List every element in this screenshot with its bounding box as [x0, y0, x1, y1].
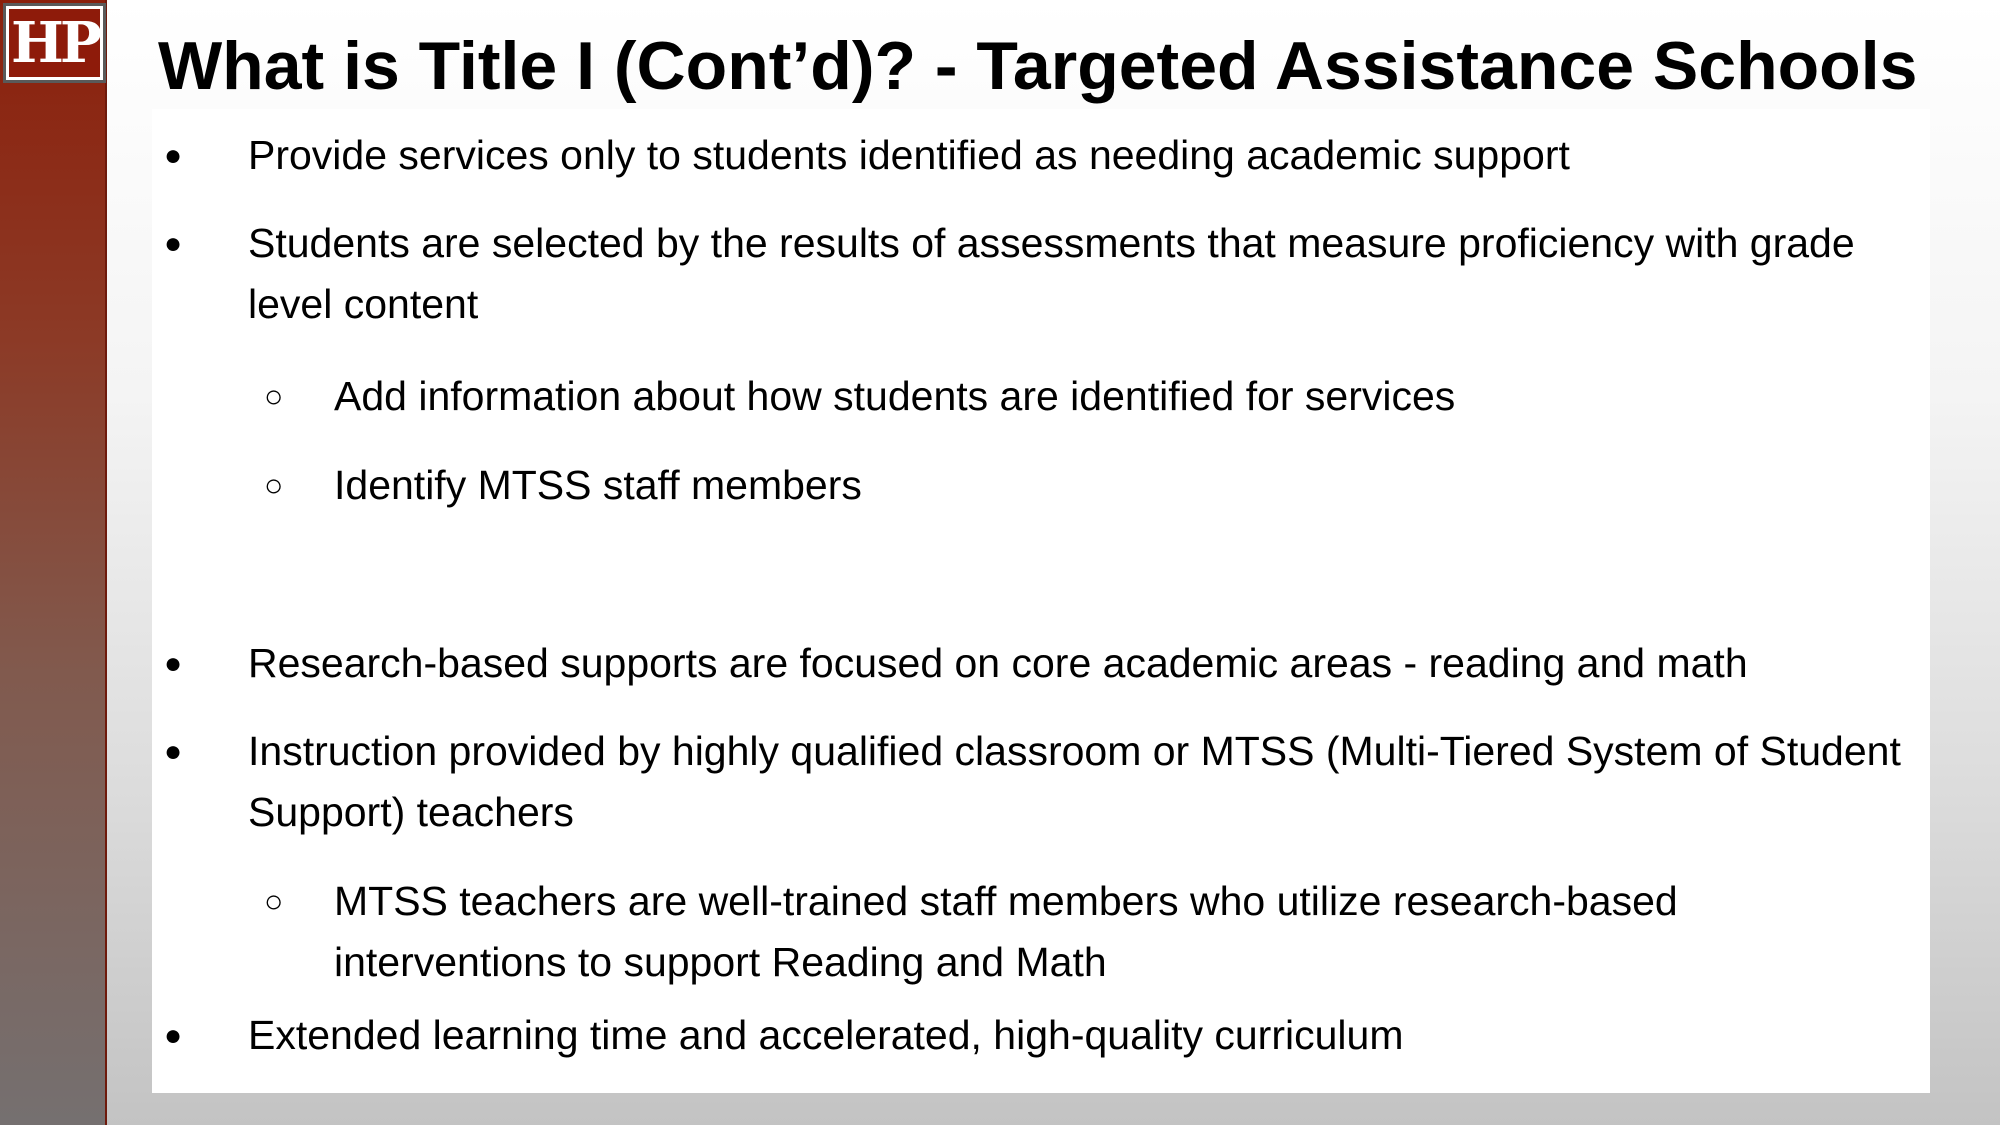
bullet-text: Extended learning time and accelerated, high-quality curriculum: [248, 1012, 1404, 1058]
bullet-text: Identify MTSS staff members: [334, 462, 862, 508]
bullet-dot-icon: ●: [164, 735, 183, 768]
sub-bullet-item: [264, 455, 1914, 516]
sidebar-accent-bar: [0, 0, 107, 1125]
slide-title: What is Title I (Cont’d)? - Targeted Assistance Schools: [158, 28, 1918, 104]
bullet-text: Students are selected by the results of assessments that measure proficiency with grade level content: [248, 220, 1855, 327]
hp-logo: HP: [3, 3, 106, 83]
bullet-dot-icon: ●: [164, 227, 183, 260]
bullet-text: Research-based supports are focused on core academic areas - reading and math: [248, 640, 1748, 686]
bullet-text: Provide services only to students identified as needing academic support: [248, 132, 1570, 178]
bullet-item: [164, 213, 1908, 335]
bullet-text: Add information about how students are identified for services: [334, 373, 1456, 419]
bullet-item: [164, 125, 1908, 186]
bullet-item: [164, 1005, 1908, 1066]
bullet-dot-icon: ●: [164, 1019, 183, 1052]
bullet-dot-icon: ●: [164, 647, 183, 680]
bullet-item: [164, 721, 1908, 843]
bullet-text: MTSS teachers are well-trained staff members who utilize research-based interventions to support Reading and Math: [334, 878, 1678, 985]
bullet-circle-icon: ○: [264, 883, 284, 919]
bullet-dot-icon: ●: [164, 139, 183, 172]
content-panel: [152, 109, 1930, 1093]
bullet-item: [164, 633, 1908, 694]
bullet-circle-icon: ○: [264, 467, 284, 503]
sub-bullet-item: [264, 871, 1914, 993]
bullet-text: Instruction provided by highly qualified classroom or MTSS (Multi-Tiered System of Student Support) teachers: [248, 728, 1901, 835]
sub-bullet-item: [264, 366, 1914, 427]
bullet-circle-icon: ○: [264, 378, 284, 414]
